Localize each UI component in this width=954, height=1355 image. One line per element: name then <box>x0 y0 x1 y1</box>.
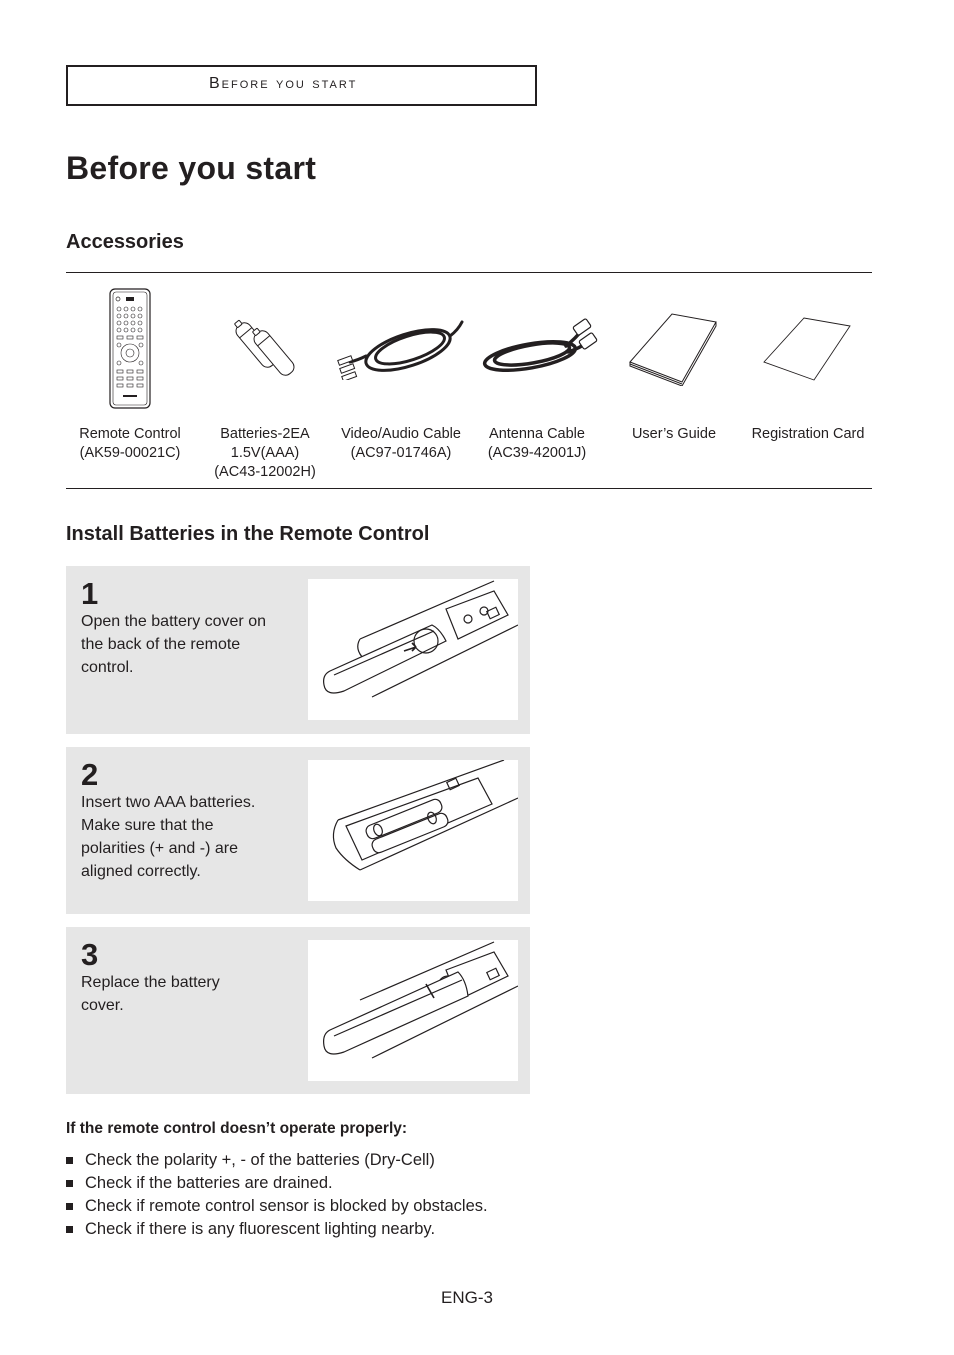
video-audio-cable-image <box>336 316 468 380</box>
antenna-cable-image <box>478 318 598 378</box>
remote-control-image <box>104 287 156 411</box>
step-3-image <box>308 940 518 1081</box>
troubleshoot-list <box>66 1149 488 1241</box>
accessory-label-batteries: Batteries-2EA 1.5V(AAA) (AC43-12002H) <box>214 426 316 480</box>
remote-brand-logo <box>123 395 137 397</box>
list-item: Check if there is any fluorescent lighting nearby. <box>66 1218 488 1241</box>
section-tab: Before you start <box>66 65 537 106</box>
step-text: Replace the battery cover. <box>81 974 220 1014</box>
users-guide-image <box>626 312 720 386</box>
troubleshoot-title: If the remote control doesn’t operate properly: <box>66 1120 408 1137</box>
page-title: Before you start <box>66 150 317 186</box>
list-item: Check if the batteries are drained. <box>66 1172 488 1195</box>
batteries-image <box>232 313 298 385</box>
step-text: Open the battery cover on the back of the remote control. <box>81 613 266 676</box>
list-item: Check the polarity +, - of the batteries (Dry-Cell) <box>66 1149 488 1172</box>
list-item: Check if remote control sensor is blocked by obstacles. <box>66 1195 488 1218</box>
bullet-square-icon <box>66 1226 73 1233</box>
bullet-square-icon <box>66 1203 73 1210</box>
step-number: 2 <box>81 757 99 792</box>
step-1-image <box>308 579 518 720</box>
accessory-label-antenna-cable: Antenna Cable (AC39-42001J) <box>487 426 587 461</box>
step-number: 3 <box>81 937 99 972</box>
divider-bottom <box>66 488 872 489</box>
page-number: ENG-3 <box>441 1288 493 1307</box>
bullet-square-icon <box>66 1157 73 1164</box>
registration-card-image <box>760 316 854 384</box>
accessory-label-users-guide: User’s Guide <box>631 426 717 442</box>
step-text: Insert two AAA batteries. Make sure that the polarities (+ and -) are aligned correctly. <box>81 794 256 880</box>
accessory-label-video-audio-cable: Video/Audio Cable (AC97-01746A) <box>341 426 461 461</box>
step-3-panel <box>66 927 530 1094</box>
accessories-heading: Accessories <box>66 231 184 253</box>
divider-top <box>66 272 872 273</box>
step-2-panel <box>66 747 530 914</box>
step-1-panel <box>66 566 530 734</box>
step-2-image <box>308 760 518 901</box>
bullet-square-icon <box>66 1180 73 1187</box>
accessory-label-remote: Remote Control (AK59-00021C) <box>79 426 181 461</box>
step-number: 1 <box>81 576 99 611</box>
install-heading: Install Batteries in the Remote Control <box>66 523 430 545</box>
accessory-label-registration-card: Registration Card <box>751 426 865 442</box>
